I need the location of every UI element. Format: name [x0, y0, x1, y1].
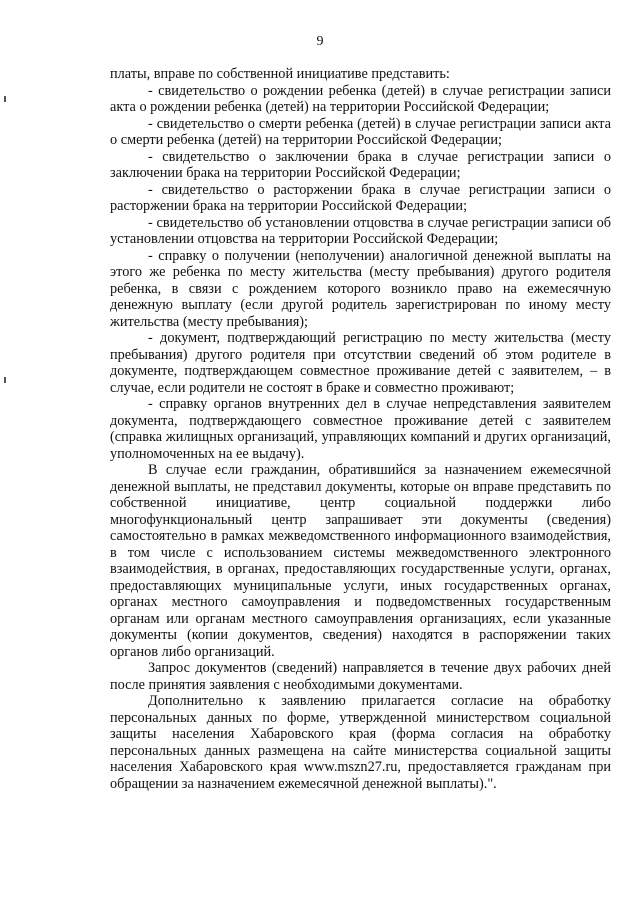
paragraph: Дополнительно к заявлению прилагается согласие на обработку персональных данных по форме, утвержденной министерством социальной защиты населения Хабаровского края (форма согласия на обработку персональных данных размещена на сайте министерства социальной защиты населения Хабаровского края www.mszn27.ru, предоставляется гражданам при обращении за назначением ежемесячной денежной выплаты).". — [110, 693, 611, 792]
paragraph: Запрос документов (сведений) направляется в течение двух рабочих дней после принятия заявления с необходимыми документами. — [110, 660, 611, 693]
paragraph: - свидетельство о заключении брака в случае регистрации записи о заключении брака на территории Российской Федерации; — [110, 148, 611, 181]
paragraph: - справку о получении (неполучении) аналогичной денежной выплаты на этого же ребенка по месту жительства (месту пребывания) другого родителя ребенка, в связи с рождением которого возникло право на ежемесячную денежную выплату (если другой родитель зарегистрирован по иному месту жительства (месту пребывания); — [110, 247, 611, 330]
paragraph: - справку органов внутренних дел в случае непредставления заявителем документа, подтверждающего совместное проживание детей с заявителем (справка жилищных организаций, управляющих компаний и других организаций, уполномоченных на ее выдачу). — [110, 396, 611, 462]
margin-mark — [4, 377, 6, 383]
paragraph: В случае если гражданин, обратившийся за назначением ежемесячной денежной выплаты, не представил документы, которые он вправе представить по собственной инициативе, центр социальной поддержки либо многофункциональный центр запрашивает эти документы (сведения) самостоятельно в рамках межведомственного информационного взаимодействия, в том числе с использованием системы межведомственного электронного взаимодействия, в органах, предоставляющих государственные услуги, органах, предоставляющих муниципальные услуги, иных государственных органах, органах местного самоуправления и подведомственных государственным органам или органам местного самоуправления организациях, если указанные документы (копии документов, сведения) находятся в распоряжении таких органов либо организаций. — [110, 462, 611, 660]
paragraph: - свидетельство о рождении ребенка (детей) в случае регистрации записи акта о рождении ребенка (детей) на территории Российской Федерации; — [110, 82, 611, 115]
paragraph: - свидетельство о расторжении брака в случае регистрации записи о расторжении брака на территории Российской Федерации; — [110, 181, 611, 214]
paragraph: - документ, подтверждающий регистрацию по месту жительства (месту пребывания) другого родителя при отсутствии сведений об этом родителе в документе, подтверждающем совместное проживание детей с заявителем, – в случае, если родители не состоят в браке и совместно проживают; — [110, 330, 611, 396]
paragraph: - свидетельство об установлении отцовства в случае регистрации записи об установлении отцовства на территории Российской Федерации; — [110, 214, 611, 247]
paragraph: платы, вправе по собственной инициативе представить: — [110, 66, 450, 82]
document-body — [110, 66, 611, 792]
paragraph: - свидетельство о смерти ребенка (детей) в случае регистрации записи акта о смерти ребенка (детей) на территории Российской Федерации; — [110, 115, 611, 148]
page-number: 9 — [316, 34, 324, 49]
margin-mark — [4, 96, 6, 102]
